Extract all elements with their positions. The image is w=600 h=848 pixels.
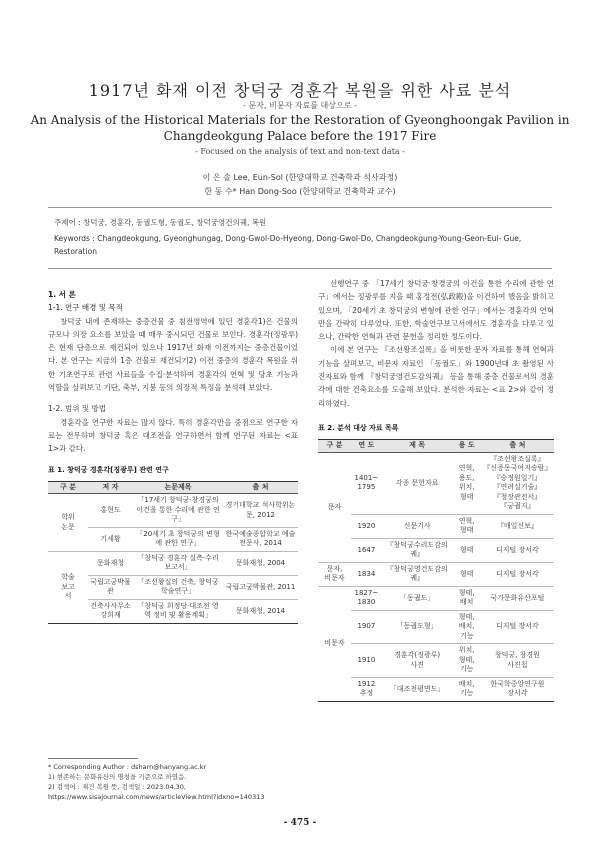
table2-title-cell: 신문기사: [382, 514, 453, 538]
paragraph-scope: 경훈각을 연구한 자료는 많지 않다. 특히 경훈각만을 중점으로 연구한 자료는 전무하며 창덕궁 혹은 대조전을 연구하면서 함께 연구된 자료는 <표 1>과 같다.: [48, 417, 298, 454]
table1-row: [48, 494, 298, 528]
table2-use-cell: 형태: [453, 562, 481, 586]
author-line-1: 이 은 솔 Lee, Eun-Sol (한양대학교 건축학과 석사과정): [202, 173, 398, 182]
paragraph-prior-research: 선행연구 중 「17세기 창덕궁·창경궁의 이건을 통한 수리에 관한 연구」에서는 징광루를 지을 때 홍정전(弘政殿)을 이건하여 했음을 밝히고 있으며, 「20세기 초 창덕궁의 변형에 관한 연구」에서는 경훈각의 연혁만을 간략히 다루었다. 또한, 학술연구보고서에서도 경훈각을 다루고 있으나, 간략한 연혁과 관련 문헌을 정리한 정도이다.: [318, 279, 554, 342]
table1-header: 저 자: [88, 481, 133, 494]
right-column: [318, 277, 554, 702]
table2-src-cell: 디지털 장서각: [481, 562, 554, 586]
table2-src-cell: 『조선왕조실록』 『신증동국여지승람』 『승정원일기』 『연려실기술』 『청장관전서』 『궁궐지』: [481, 452, 554, 514]
table1-author-cell: 문화재청: [88, 551, 133, 575]
table2-body: [318, 452, 554, 701]
table2-title-cell: 「동궐도」: [382, 586, 453, 610]
table1-body: [48, 494, 298, 624]
table1-src-cell: 경기대학교 석사학위논문, 2012: [223, 494, 298, 528]
table1-src-cell: 문화재청, 2004: [223, 551, 298, 575]
keywords-english: Keywords : Changdeokgung, Gyeonghungag, Dong-Gwol-Do-Hyeong, Dong-Gwol-Do, Changdeokgung-Young-Geon-Eui- Gue, Restoration: [54, 234, 522, 256]
table2-year-cell: 1907: [351, 610, 382, 644]
table2-use-cell: 형태: [453, 538, 481, 562]
table2-header: 연 도: [351, 440, 382, 453]
table2-src-cell: 디지털 장서각: [481, 538, 554, 562]
table2-year-cell: 1910: [351, 644, 382, 678]
table2-analysis-materials: [318, 439, 554, 702]
table2-row: [318, 610, 554, 644]
table2-src-cell: 디지털 장서각: [481, 610, 554, 644]
table1-author-cell: 건축사사무소 강희재: [88, 599, 133, 623]
table1-title-cell: 「20세기 초 창덕궁의 변형에 관한 연구」: [133, 527, 223, 551]
table2-title-cell: 『창덕궁수리도감의궤』: [382, 538, 453, 562]
table1-src-cell: 문화재청, 2014: [223, 599, 298, 623]
footnotes: [48, 762, 308, 802]
table2-year-cell: 1834: [351, 562, 382, 586]
page-number: - 475 -: [283, 818, 317, 828]
paper-subtitle-korean: - 문자, 비문자 자료를 대상으로 -: [243, 101, 357, 110]
keywords-korean: 주제어 : 창덕궁, 경훈각, 동궐도형, 동궐도, 창덕궁영건의궤, 복원: [54, 218, 267, 227]
table2-row: [318, 452, 554, 514]
table2-src-cell: 『매일신보』: [481, 514, 554, 538]
table2-title-cell: 「동궐도형」: [382, 610, 453, 644]
table2-row: [318, 586, 554, 610]
table2-src-cell: 창덕궁, 창경원 사진첩: [481, 644, 554, 678]
table2-group-cell: 비문자: [318, 586, 351, 701]
footnote-1: 1) 현존하는 문화유산의 명칭을 기준으로 하였음.: [48, 773, 187, 781]
table1-header: 구 분: [48, 481, 88, 494]
table2-group-cell: 문자: [318, 452, 351, 562]
table2-row: [318, 562, 554, 586]
divider-top: [48, 207, 552, 208]
footnote-divider: [48, 758, 138, 759]
table1-row: [48, 551, 298, 575]
paper-title-english-line1: An Analysis of the Historical Materials for the Restoration of Gyeonghoongak Pavilion in: [30, 113, 570, 127]
table2-header: 구 분: [318, 440, 351, 453]
table2-header: 출 처: [481, 440, 554, 453]
table2-title-cell: 『창덕궁영건도감의궤』: [382, 562, 453, 586]
table1-related-research: [48, 481, 298, 624]
table2-row: [318, 677, 554, 701]
table2-year-cell: 1647: [351, 538, 382, 562]
table2-use-cell: 연혁, 용도, 위치, 형태: [453, 452, 481, 514]
table2-title-cell: 「대조전평면도」: [382, 677, 453, 701]
table1-author-cell: 국립고궁박물관: [88, 575, 133, 599]
table2-use-cell: 형태, 배치, 기능: [453, 610, 481, 644]
table2-caption: 표 2. 분석 대상 자료 목록: [318, 423, 399, 432]
table1-header: 논문제목: [133, 481, 223, 494]
paragraph-method: 이에 본 연구는 『조선왕조실록』을 비롯한 문자 자료를 통해 연혁과 기능을 살펴보고, 비문자 자료인 「동궐도」와 1900년대 초 촬영된 사진자료와 함께 『창덕궁영건도감의궤』 등을 통해 중층 건물로서의 경훈각에 대한 건축요소를 도출해 보았다. 분석한 자료는 <표 2>와 같이 정리하였다.: [318, 345, 554, 408]
table1-header: 출 처: [223, 481, 298, 494]
table1-title-cell: 「창덕궁 희정당·대조전 영역 정비 및 활용계획」: [133, 599, 223, 623]
table1-title-cell: 「17세기 창덕궁·창경궁의 이건을 통한 수리에 관한 연구」: [133, 494, 223, 528]
table2-title-cell: 각종 문헌자료: [382, 452, 453, 514]
subsection-heading-scope: 1-2. 범위 및 방법: [48, 404, 107, 414]
table2-use-cell: 연혁, 형태: [453, 514, 481, 538]
table2-row: [318, 644, 554, 678]
table1-author-cell: 홍현도: [88, 494, 133, 528]
table2-header: 제 목: [382, 440, 453, 453]
table1-caption: 표 1. 창덕궁 경훈각[징광루] 관련 연구: [48, 465, 169, 474]
table1-src-cell: 한국예술종합학교 예술전문사, 2014: [223, 527, 298, 551]
section-heading-intro: 1. 서 론: [48, 290, 76, 299]
author-line-2: 한 동 수* Han Dong-Soo (한양대학교 건축학과 교수): [204, 187, 396, 196]
table1-title-cell: 「창덕궁 경훈각 실측·수리보고서」: [133, 551, 223, 575]
footnote-2: 2) 검색어 : 재건 복원 뜻, 검색일 : 2023.04.30,: [48, 783, 186, 791]
table2-year-cell: 1920: [351, 514, 382, 538]
table2-year-cell: 1827~ 1830: [351, 586, 382, 610]
table2-src-cell: 한국학중앙연구원 장서각: [481, 677, 554, 701]
subsection-heading-background: 1-1. 연구 배경 및 목적: [48, 303, 123, 313]
paper-subtitle-english: - Focused on the analysis of text and non-text data -: [195, 147, 405, 156]
left-column: [48, 288, 298, 624]
table1-src-cell: 국립고궁박물관, 2011: [223, 575, 298, 599]
table1-group-cell: 학위 논문: [48, 494, 88, 552]
footnote-corresponding: * Corresponding Author : dsharn@hanyang.ac.kr: [48, 763, 207, 771]
table2-use-cell: 형태, 배치: [453, 586, 481, 610]
table2-title-cell: 경훈각(징광루) 사진: [382, 644, 453, 678]
table1-author-cell: 기세황: [88, 527, 133, 551]
table2-row: [318, 514, 554, 538]
paper-title-english-line2: Changdeokgung Palace before the 1917 Fire: [163, 129, 437, 143]
table2-row: [318, 538, 554, 562]
table2-year-cell: 1912 추정: [351, 677, 382, 701]
table2-use-cell: 위치, 형태, 기능: [453, 644, 481, 678]
table2-year-cell: 1401~ 1795: [351, 452, 382, 514]
table2-src-cell: 국가문화유산포털: [481, 586, 554, 610]
table2-use-cell: 배치, 기능: [453, 677, 481, 701]
paragraph-background: 창덕궁 내에 존재하는 중층건물 중 침전영역에 있던 경훈각1)은 건물의 규모나 의장 요소를 보았을 때 매우 중시되던 건물로 보인다. 경훈각(징광루)은 현재 단층으로 재건되어 있으나 1917년 화재 이전까지는 중층건물이었다. 본 연구는 지금의 1층 건물로 재건되기2) 이전 중층의 경훈각 복원을 위한 기초연구로 관련 사료들을 수집·분석하여 경훈각의 연혁 및 당초 기능과 역할을 살펴보고 기단, 축부, 지붕 등의 의장적 특징을 분석해 보았다.: [48, 316, 298, 393]
footnote-2-url: https://www.sisajournal.com/news/articleView.html?idxno=140313: [48, 793, 265, 801]
paper-title-korean: 1917년 화재 이전 창덕궁 경훈각 복원을 위한 사료 분석: [88, 81, 512, 100]
table1-group-cell: 학술 보고 서: [48, 551, 88, 623]
table2-header: 용 도: [453, 440, 481, 453]
table2-group-cell: 문자, 비문자: [318, 562, 351, 586]
divider-bottom: [48, 268, 552, 269]
table1-title-cell: 「조선왕실의 건축, 창덕궁 학술연구」: [133, 575, 223, 599]
